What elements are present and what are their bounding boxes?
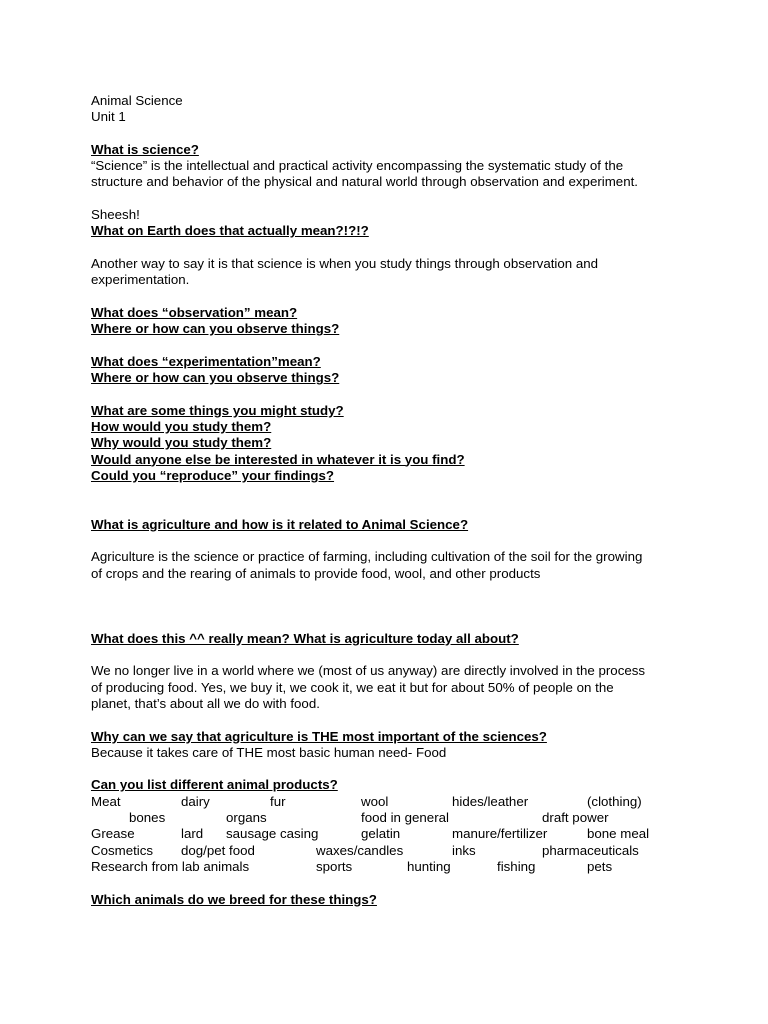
product-item: sports [316,858,353,874]
product-item: pharmaceuticals [542,842,639,858]
question-study: Would anyone else be interested in whatever it is you find? [91,451,465,467]
product-item: pets [587,858,613,874]
product-row [91,794,691,810]
question-study: Why would you study them? [91,435,272,451]
product-item: draft power [542,810,609,826]
product-item: Research from lab animals [91,858,250,874]
product-row [91,859,691,875]
product-item: sausage casing [226,826,319,842]
question-animal-products: Can you list different animal products? [91,777,338,793]
product-item: (clothing) [587,793,642,809]
question-study: What are some things you might study? [91,402,344,418]
question-meaning: What on Earth does that actually mean?!?!? [91,223,369,239]
product-item: fur [270,793,286,809]
product-item: bones [129,810,166,826]
question-observe-where: Where or how can you observe things? [91,370,340,386]
sheesh-text: Sheesh! [91,207,140,223]
product-item: lard [181,826,204,842]
document-title: Animal Science [91,93,183,108]
product-item: hunting [407,858,451,874]
product-item: Grease [91,826,135,842]
question-agriculture: What is agriculture and how is it related to Animal Science? [91,516,469,532]
another-way-line: Another way to say it is that science is when you study things through observation and [91,255,599,271]
another-way-line: experimentation. [91,272,190,288]
question-which-animals: Which animals do we breed for these things? [91,891,377,907]
agriculture-today-line: planet, that’s about all we do with food. [91,695,320,711]
product-item: wool [361,793,389,809]
question-observation: What does “observation” mean? [91,304,298,320]
product-item: bone meal [587,826,650,842]
question-study: Could you “reproduce” your findings? [91,467,335,483]
product-item: Meat [91,793,121,809]
agriculture-definition-line: of crops and the rearing of animals to provide food, wool, and other products [91,565,541,581]
question-study: How would you study them? [91,418,272,434]
unit-label: Unit 1 [91,109,126,125]
question-observe-where: Where or how can you observe things? [91,321,340,337]
question-what-is-science: What is science? [91,141,199,157]
product-item: hides/leather [452,793,529,809]
product-row [91,810,691,826]
product-item: waxes/candles [316,842,404,858]
product-item: gelatin [361,826,401,842]
agriculture-today-line: We no longer live in a world where we (most of us anyway) are directly involved in the process [91,663,646,679]
product-row [91,826,691,842]
product-item: food in general [361,810,449,826]
product-item: inks [452,842,476,858]
question-agriculture-today: What does this ^^ really mean? What is agriculture today all about? [91,630,519,646]
product-row [91,843,691,859]
science-definition-line: structure and behavior of the physical and natural world through observation and experiment. [91,174,638,190]
document-body [91,93,691,908]
product-item: manure/fertilizer [452,826,548,842]
product-item: fishing [497,858,536,874]
agriculture-definition-line: Agriculture is the science or practice of farming, including cultivation of the soil for the growing [91,549,643,565]
question-experimentation: What does “experimentation”mean? [91,353,321,369]
product-item: organs [226,810,267,826]
product-item: Cosmetics [91,842,154,858]
question-most-important: Why can we say that agriculture is THE most important of the sciences? [91,728,547,744]
most-important-answer: Because it takes care of THE most basic human need- Food [91,744,447,760]
agriculture-today-line: of producing food. Yes, we buy it, we cook it, we eat it but for about 50% of people on the [91,679,614,695]
product-item: dog/pet food [181,842,255,858]
science-definition-line: “Science” is the intellectual and practical activity encompassing the systematic study of the [91,158,624,174]
product-item: dairy [181,793,210,809]
